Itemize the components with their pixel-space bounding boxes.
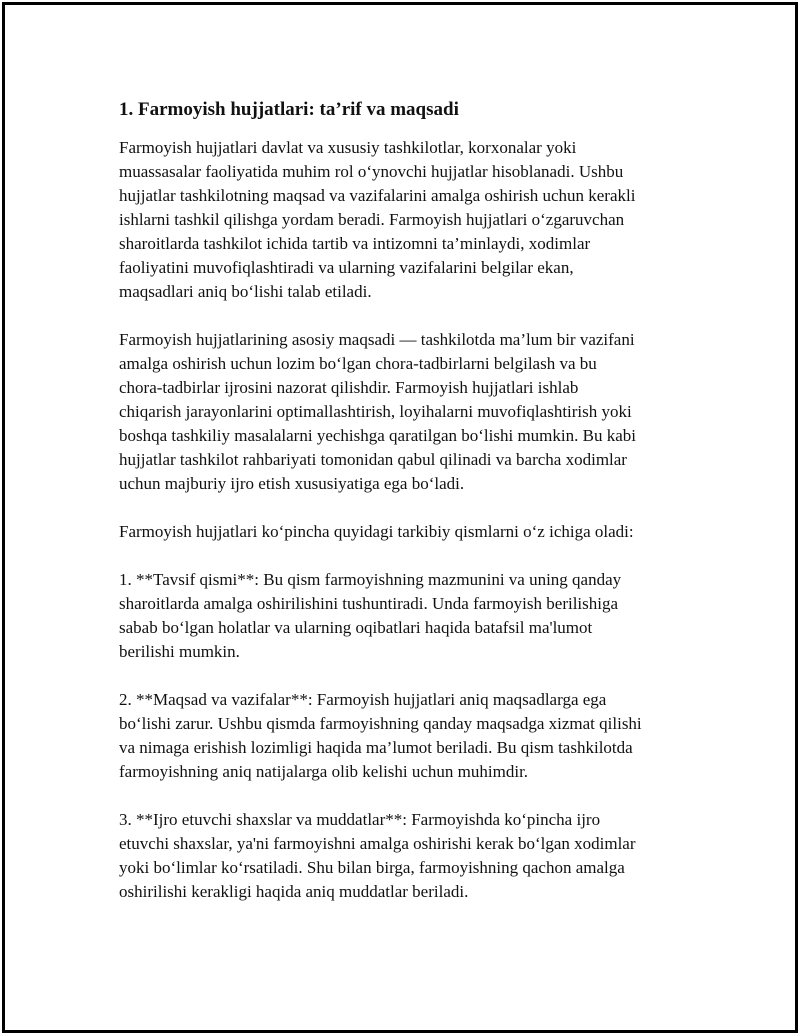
paragraph-purpose: Farmoyish hujjatlarining asosiy maqsadi — tashkilotda ma’lum bir vazifani amalga oshirish uchun lozim bo‘lgan chora-tadbirlarni belgilash va bu chora-tadbirlar ijrosini nazorat qilishdir. Farmoyish hujjatlari ishlab chiqarish jarayonlarini optimallashtirish, loyihalarni muvofiqlashtirish yoki boshqa tashkiliy masalalarni yechishga qaratilgan bo‘lishi mumkin. Bu kabi hujjatlar tashkilot rahbariyati tomonidan qabul qilinadi va barcha xodimlar uchun majburiy ijro etish xususiyatiga ega bo‘ladi. [119, 330, 636, 493]
list-item-goals: 2. **Maqsad va vazifalar**: Farmoyish hujjatlari aniq maqsadlarga ega bo‘lishi zarur. Ushbu qismda farmoyishning qanday maqsadga xizmat qilishi va nimaga erishish lozimligi haqida ma’lumot beriladi. Bu qism tashkilotda farmoyishning aniq natijalarga olib kelishi uchun muhimdir. [119, 690, 642, 781]
paragraph-components-intro: Farmoyish hujjatlari ko‘pincha quyidagi tarkibiy qismlarni o‘z ichiga oladi: [119, 522, 634, 541]
document-body [119, 85, 699, 904]
list-item-description: 1. **Tavsif qismi**: Bu qism farmoyishning mazmunini va uning qanday sharoitlarda amalga oshirilishini tushuntiradi. Unda farmoyish berilishiga sabab bo‘lgan holatlar va ularning oqibatlari haqida batafsil ma'lumot berilishi mumkin. [119, 570, 622, 661]
paragraph-definition: Farmoyish hujjatlari davlat va xususiy tashkilotlar, korxonalar yoki muassasalar faoliyatida muhim rol o‘ynovchi hujjatlar hisoblanadi. Ushbu hujjatlar tashkilotning maqsad va vazifalarini amalga oshirish uchun kerakli ishlarni tashkil qilishga yordam beradi. Farmoyish hujjatlari o‘zgaruvchan sharoitlarda tashkilot ichida tartib va intizomni ta’minlaydi, xodimlar faoliyatini muvofiqlashtiradi va ularning vazifalarini belgilar ekan, maqsadlari aniq bo‘lishi talab etiladi. [119, 138, 636, 301]
list-item-executors: 3. **Ijro etuvchi shaxslar va muddatlar**: Farmoyishda ko‘pincha ijro etuvchi shaxslar, ya'ni farmoyishni amalga oshirishi kerak bo‘lgan xodimlar yoki bo‘limlar ko‘rsatiladi. Shu bilan birga, farmoyishning qachon amalga oshirilishi kerakligi haqida aniq muddatlar beriladi. [119, 810, 636, 901]
page-frame [2, 2, 798, 1033]
document-title: 1. Farmoyish hujjatlari: ta’rif va maqsadi [119, 99, 459, 120]
